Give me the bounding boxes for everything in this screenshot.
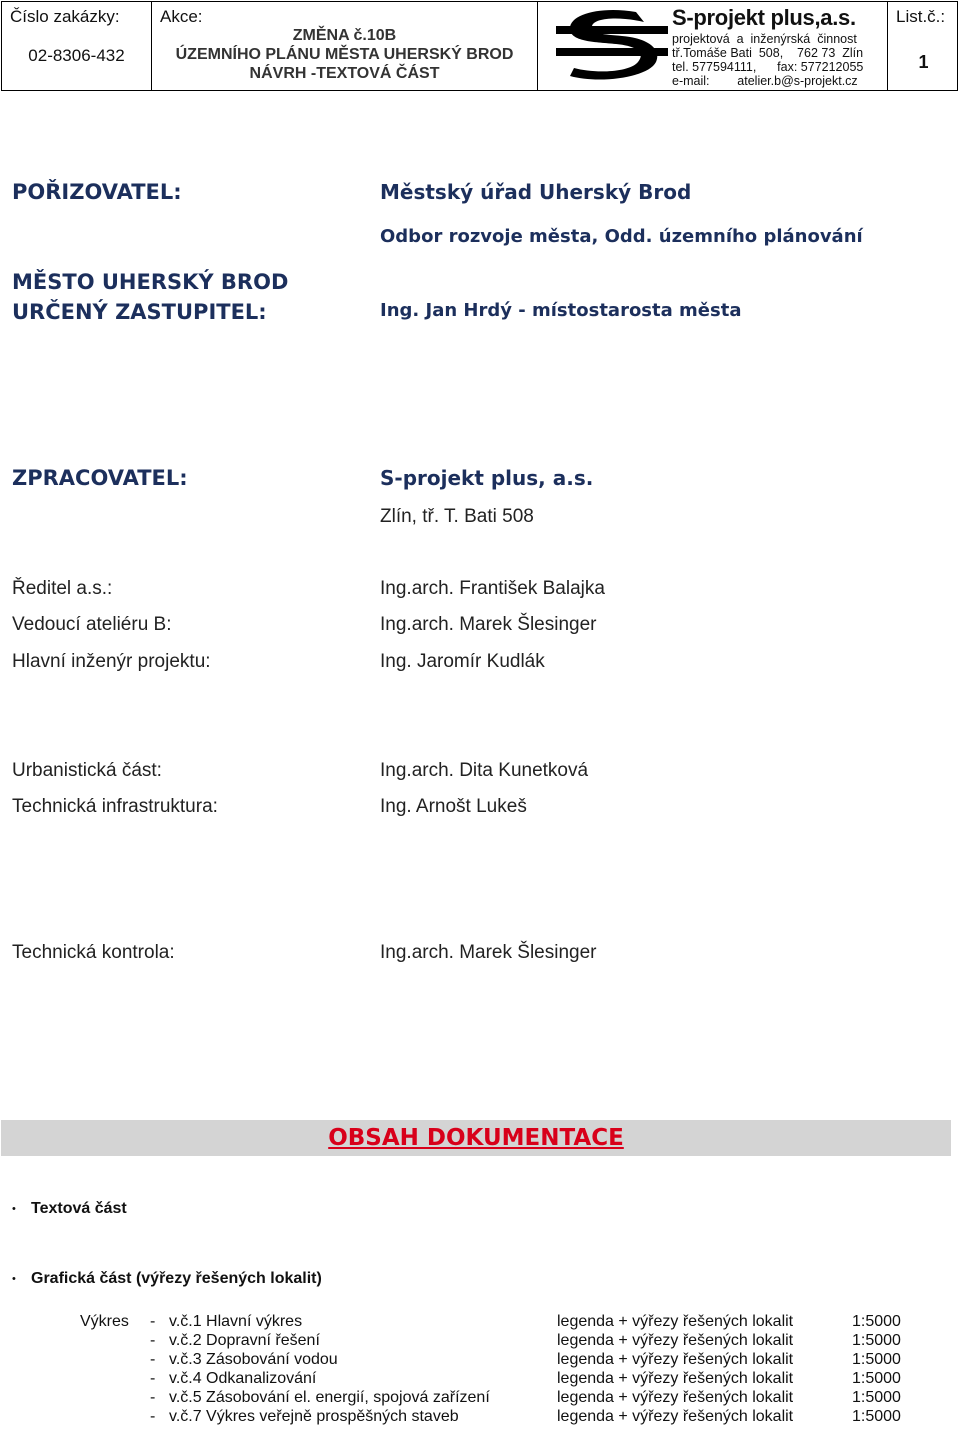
processor-name: S-projekt plus, a.s. — [380, 466, 594, 490]
drawing-scale: 1:5000 — [852, 1332, 901, 1349]
drawing-content: legenda + výřezy řešených lokalit — [557, 1313, 794, 1330]
drawing-scale: 1:5000 — [852, 1408, 901, 1425]
drawing-name: v.č.5 Zásobování el. energií, spojová zařízení — [169, 1389, 490, 1406]
staff-name: Ing.arch. Marek Šlesinger — [380, 614, 597, 635]
representative-value: Ing. Jan Hrdý - místostarosta města — [380, 300, 742, 321]
drawing-name: v.č.4 Odkanalizování — [169, 1370, 317, 1387]
drawing-dash: - — [150, 1408, 156, 1425]
project-title-line: ZMĚNA č.10B — [292, 27, 397, 44]
drawing-name: v.č.7 Výkres veřejně prospěšných staveb — [169, 1408, 459, 1425]
part-role: Urbanistická část: — [12, 760, 162, 781]
drawing-scale: 1:5000 — [852, 1389, 901, 1406]
drawing-dash: - — [150, 1313, 156, 1330]
procurer-label: POŘIZOVATEL: — [12, 180, 182, 204]
sheet-number-label: List.č.: — [896, 7, 946, 26]
drawing-dash: - — [150, 1351, 156, 1368]
drawing-scale: 1:5000 — [852, 1313, 901, 1330]
bullet-icon: • — [12, 1203, 16, 1215]
procurer-org: Městský úřad Uherský Brod — [380, 180, 692, 204]
company-logo — [556, 8, 668, 80]
drawings-label: Výkres — [80, 1313, 129, 1330]
processor-address: Zlín, tř. T. Bati 508 — [380, 506, 534, 527]
project-title — [152, 26, 537, 83]
control-name: Ing.arch. Marek Šlesinger — [380, 942, 597, 963]
sheet-number-value: 1 — [918, 52, 929, 72]
staff-role: Vedoucí ateliéru B: — [12, 614, 172, 635]
drawing-name: v.č.3 Zásobování vodou — [169, 1351, 338, 1368]
staff-name: Ing. Jaromír Kudlák — [380, 651, 545, 672]
company-info-line: projektová a inženýrská činnost — [672, 32, 857, 46]
drawing-dash: - — [150, 1370, 156, 1387]
company-name: S-projekt plus,a.s. — [672, 5, 856, 30]
drawing-content: legenda + výřezy řešených lokalit — [557, 1332, 794, 1349]
contents-item: Textová část — [31, 1200, 127, 1217]
representative-label: MĚSTO UHERSKÝ BROD — [12, 270, 289, 294]
contents-heading-bar — [1, 1120, 951, 1156]
company-info-line: e-mail: atelier.b@s-projekt.cz — [672, 74, 858, 88]
contents-item: Grafická část (výřezy řešených lokalit) — [31, 1270, 322, 1287]
company-cell — [538, 2, 888, 90]
control-role: Technická kontrola: — [12, 942, 175, 963]
drawing-name: v.č.2 Dopravní řešení — [169, 1332, 320, 1349]
company-info-line: tř.Tomáše Bati 508, 762 73 Zlín — [672, 46, 864, 60]
company-info-line: tel. 577594111, fax: 577212055 — [672, 60, 864, 74]
drawing-scale: 1:5000 — [852, 1370, 901, 1387]
part-role: Technická infrastruktura: — [12, 796, 218, 817]
project-cell — [152, 2, 538, 90]
processor-label: ZPRACOVATEL: — [12, 466, 188, 490]
part-name: Ing.arch. Dita Kunetková — [380, 760, 589, 781]
drawing-dash: - — [150, 1332, 156, 1349]
order-number-label: Číslo zakázky: — [10, 7, 120, 26]
contents-title: OBSAH DOKUMENTACE — [328, 1125, 624, 1151]
procurer-dept: Odbor rozvoje města, Odd. územního plánování — [380, 226, 863, 247]
staff-name: Ing.arch. František Balajka — [380, 578, 605, 599]
drawing-content: legenda + výřezy řešených lokalit — [557, 1351, 794, 1368]
representative-label: URČENÝ ZASTUPITEL: — [12, 300, 267, 324]
part-name: Ing. Arnošt Lukeš — [380, 796, 527, 817]
drawing-content: legenda + výřezy řešených lokalit — [557, 1408, 794, 1425]
drawing-content: legenda + výřezy řešených lokalit — [557, 1370, 794, 1387]
staff-role: Hlavní inženýr projektu: — [12, 651, 211, 672]
drawing-content: legenda + výřezy řešených lokalit — [557, 1389, 794, 1406]
sheet-number-cell — [888, 2, 959, 90]
title-block — [1, 1, 958, 91]
staff-role: Ředitel a.s.: — [12, 578, 113, 599]
project-title-line: ÚZEMNÍHO PLÁNU MĚSTA UHERSKÝ BROD — [175, 46, 514, 63]
drawing-scale: 1:5000 — [852, 1351, 901, 1368]
drawing-name: v.č.1 Hlavní výkres — [169, 1313, 303, 1330]
order-number-cell — [2, 2, 152, 90]
project-title-line: NÁVRH -TEXTOVÁ ČÁST — [249, 65, 440, 82]
bullet-icon: • — [12, 1273, 16, 1285]
project-label: Akce: — [160, 7, 203, 26]
drawing-dash: - — [150, 1389, 156, 1406]
order-number-value: 02-8306-432 — [28, 46, 125, 65]
